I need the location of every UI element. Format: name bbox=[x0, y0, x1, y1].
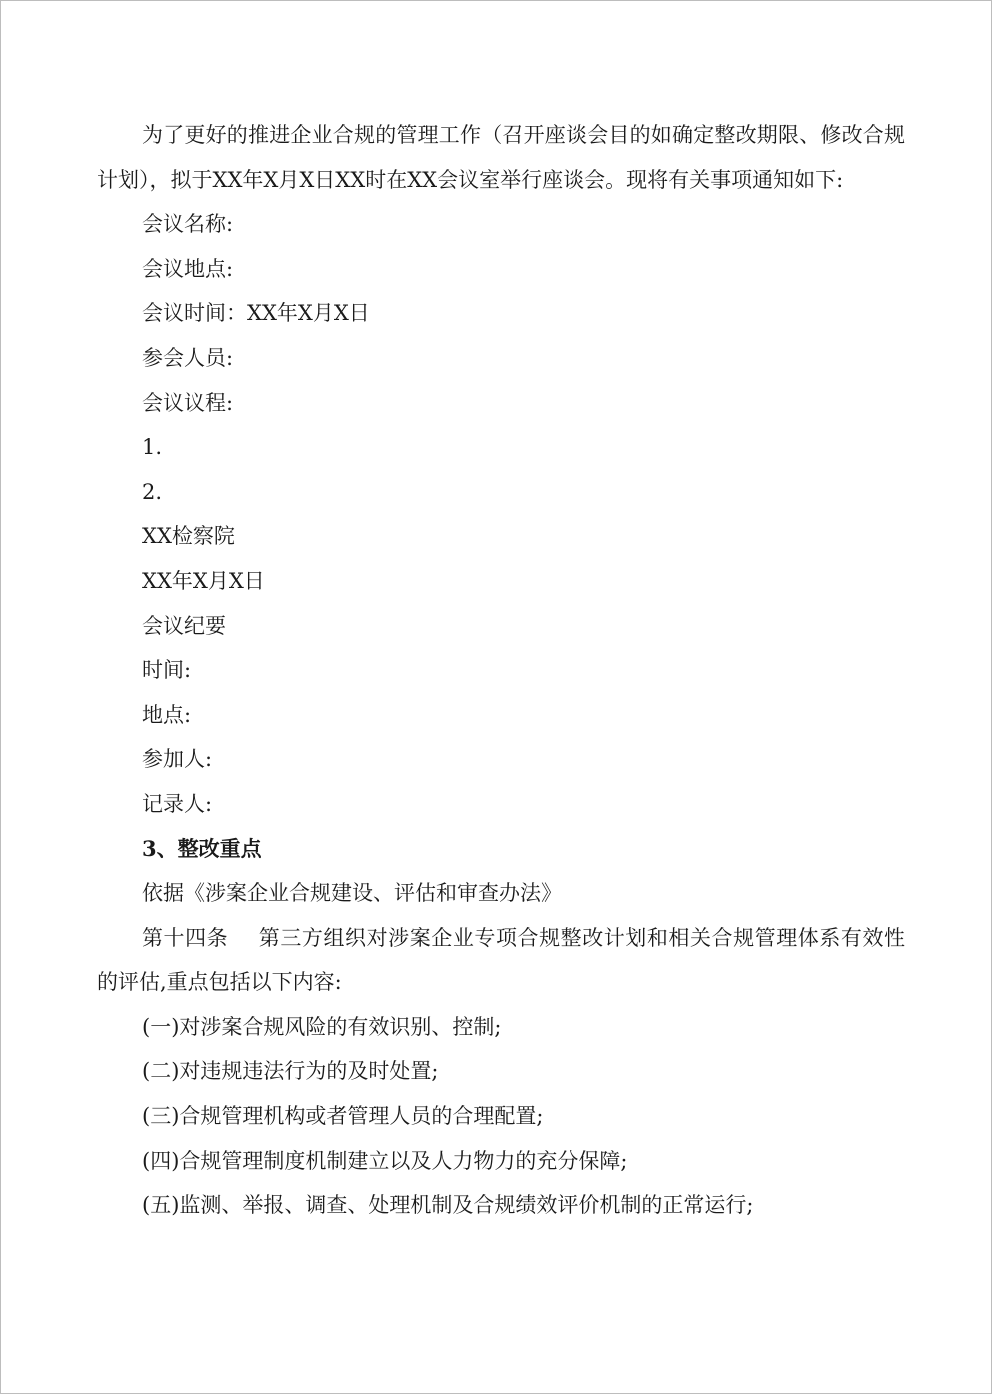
issuer-line: XX检察院 bbox=[142, 524, 235, 549]
article-number: 第十四条 bbox=[142, 925, 229, 950]
meeting-name-line: 会议名称: bbox=[142, 212, 234, 237]
notice-date-line: XX年X月X日 bbox=[142, 568, 265, 593]
minutes-participants-line: 参加人: bbox=[142, 747, 213, 772]
meeting-place-line: 会议地点: bbox=[142, 256, 234, 281]
minutes-time-line: 时间: bbox=[142, 658, 192, 683]
agenda-item-2: 2. bbox=[142, 479, 163, 504]
minutes-title: 会议纪要 bbox=[142, 613, 226, 638]
notice-intro-paragraph: 为了更好的推进企业合规的管理工作（召开座谈会目的如确定整改期限、修改合规计划），拟于XX年X月X日XX时在XX会议室举行座谈会。现将有关事项通知如下: bbox=[97, 123, 905, 192]
minutes-recorder-line: 记录人: bbox=[142, 791, 213, 816]
rectification-basis-line: 依据《涉案企业合规建设、评估和审查办法》 bbox=[142, 881, 562, 906]
rectification-item-1: (一)对涉案合规风险的有效识别、控制; bbox=[142, 1014, 502, 1039]
rectification-heading: 3、整改重点 bbox=[142, 835, 262, 861]
document-body bbox=[97, 113, 905, 1228]
article-text: 第三方组织对涉案企业专项合规整改计划和相关合规管理体系有效性的评估,重点包括以下内容: bbox=[97, 925, 906, 995]
rectification-item-3: (三)合规管理机构或者管理人员的合理配置; bbox=[142, 1104, 544, 1129]
meeting-time-line: 会议时间：XX年X月X日 bbox=[142, 301, 370, 326]
rectification-item-2: (二)对违规违法行为的及时处置; bbox=[142, 1059, 439, 1084]
minutes-place-line: 地点: bbox=[142, 702, 192, 727]
rectification-item-5: (五)监测、举报、调查、处理机制及合规绩效评价机制的正常运行; bbox=[142, 1193, 754, 1218]
attendees-line: 参会人员: bbox=[142, 345, 234, 370]
article-14-paragraph bbox=[97, 916, 905, 1005]
rectification-item-4: (四)合规管理制度机制建立以及人力物力的充分保障; bbox=[142, 1148, 628, 1173]
agenda-line: 会议议程: bbox=[142, 390, 234, 415]
agenda-item-1: 1. bbox=[142, 435, 163, 460]
